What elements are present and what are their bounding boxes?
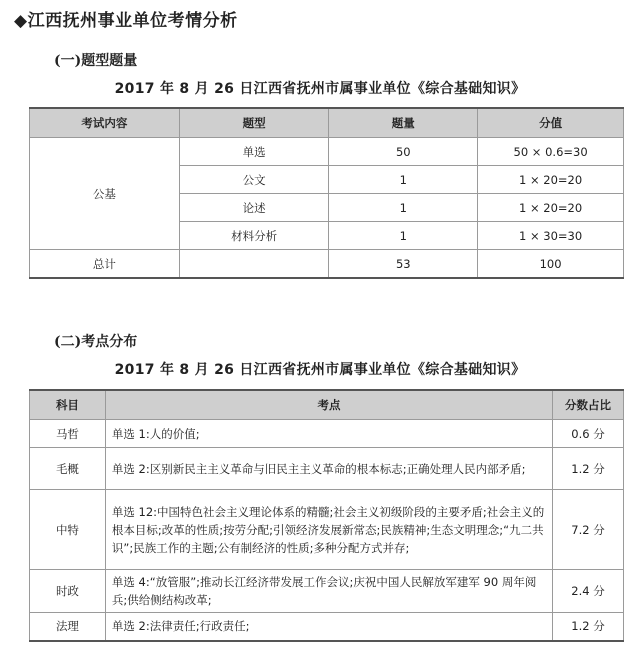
- page-title-text: 江西抚州事业单位考情分析: [27, 11, 238, 31]
- points-cell: 单选 2:法律责任;行政责任;: [105, 613, 552, 641]
- total-count: 53: [329, 250, 478, 279]
- total-score: 100: [478, 250, 624, 279]
- type-cell: 论述: [179, 194, 329, 222]
- points-cell: 单选 1:人的价值;: [105, 420, 552, 448]
- header-count: 题量: [329, 108, 478, 138]
- table-row: [30, 613, 624, 641]
- subject-cell: 时政: [30, 570, 106, 613]
- header-subject: 科目: [30, 390, 106, 420]
- section2-heading: (二)考点分布: [54, 334, 138, 350]
- ratio-cell: 1.2 分: [553, 613, 624, 641]
- count-cell: 1: [329, 222, 478, 250]
- table-row: [30, 490, 624, 570]
- subject-cell: 法理: [30, 613, 106, 641]
- score-cell: 1 × 20=20: [478, 166, 624, 194]
- table-row: [30, 420, 624, 448]
- points-cell: 单选 12:中国特色社会主义理论体系的精髓;社会主义初级阶段的主要矛盾;社会主义的根本目标;改革的性质;按劳分配;引领经济发展新常态;民族精神;生态文明理念;“九二共识”;民族工作的主题;公有制经济的性质;多种分配方式并存;: [105, 490, 552, 570]
- type-cell: 公文: [179, 166, 329, 194]
- exam-points-table: [29, 389, 624, 642]
- total-row: [30, 250, 624, 279]
- section1-heading: (一)题型题量: [54, 53, 138, 69]
- total-label: 总计: [30, 250, 180, 279]
- subject-cell: 毛概: [30, 448, 106, 490]
- table-row: [30, 448, 624, 490]
- header-score: 分值: [478, 108, 624, 138]
- question-type-table: [29, 107, 624, 279]
- header-content: 考试内容: [30, 108, 180, 138]
- header-ratio: 分数占比: [553, 390, 624, 420]
- header-points: 考点: [105, 390, 552, 420]
- table-row: [30, 138, 624, 166]
- count-cell: 1: [329, 166, 478, 194]
- points-cell: 单选 2:区别新民主主义革命与旧民主主义革命的根本标志;正确处理人民内部矛盾;: [105, 448, 552, 490]
- ratio-cell: 0.6 分: [553, 420, 624, 448]
- score-cell: 50 × 0.6=30: [478, 138, 624, 166]
- ratio-cell: 7.2 分: [553, 490, 624, 570]
- score-cell: 1 × 20=20: [478, 194, 624, 222]
- table-header-row: [30, 390, 624, 420]
- type-cell: 单选: [179, 138, 329, 166]
- points-cell: 单选 4:“放管服”;推动长江经济带发展工作会议;庆祝中国人民解放军建军 90 周年阅兵;供给侧结构改革;: [105, 570, 552, 613]
- page-title: [14, 6, 238, 31]
- subject-cell: 中特: [30, 490, 106, 570]
- type-cell: 材料分析: [179, 222, 329, 250]
- section1-caption: 2017 年 8 月 26 日江西省抚州市属事业单位《综合基础知识》: [114, 81, 526, 97]
- score-cell: 1 × 30=30: [478, 222, 624, 250]
- count-cell: 1: [329, 194, 478, 222]
- diamond-bullet-icon: ◆: [14, 11, 28, 31]
- table-row: [30, 570, 624, 613]
- ratio-cell: 1.2 分: [553, 448, 624, 490]
- table-header-row: [30, 108, 624, 138]
- section2-caption: 2017 年 8 月 26 日江西省抚州市属事业单位《综合基础知识》: [114, 362, 526, 378]
- subject-cell: 马哲: [30, 420, 106, 448]
- header-type: 题型: [179, 108, 329, 138]
- count-cell: 50: [329, 138, 478, 166]
- total-type-empty: [179, 250, 329, 279]
- category-cell: 公基: [30, 138, 180, 250]
- ratio-cell: 2.4 分: [553, 570, 624, 613]
